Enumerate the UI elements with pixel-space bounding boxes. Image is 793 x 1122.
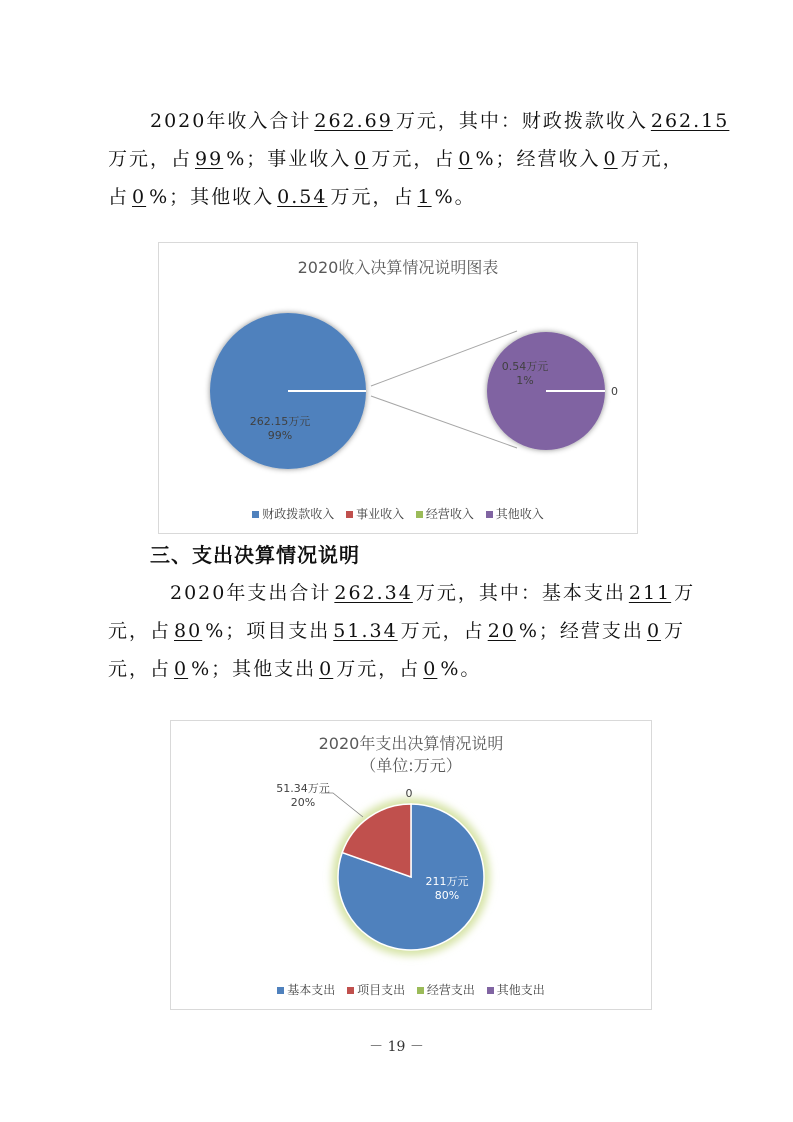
text-segment: %；其他支出 [191,658,317,680]
legend-item [417,981,475,998]
income-line-2 [108,144,684,171]
expense-chart-legend [171,981,651,998]
income-pie-svg [159,243,637,533]
legend-item [486,505,544,522]
data-label-zero: 0 [611,385,618,398]
operating-income-value: 0 [603,148,618,170]
data-label-project-amount: 51.34万元 [276,782,330,795]
expense-line-1 [170,578,695,605]
text-segment: %。 [434,186,476,208]
text-segment: %；经营支出 [518,620,644,642]
expense-chart-subtitle: （单位:万元） [360,756,462,775]
legend-item [252,505,334,522]
text-segment: %；事业收入 [226,148,352,170]
total-expense-value: 262.34 [334,582,413,604]
income-paragraph [108,106,730,216]
basic-percent: 80 [174,620,203,642]
expense-paragraph [108,578,698,688]
text-segment: 元，占 [108,658,172,680]
income-line-1 [150,106,732,133]
income-chart [158,242,638,534]
income-chart-title: 2020收入决算情况说明图表 [297,258,499,277]
text-segment: 万元，其中：财政拨款收入 [395,110,648,132]
legend-item [346,505,404,522]
operating-percent: 0 [132,186,147,208]
legend-swatch [252,511,259,518]
text-segment: 万 [664,620,686,642]
legend-swatch [347,987,354,994]
legend-label: 其他收入 [495,507,544,521]
legend-swatch [417,987,424,994]
other-percent: 0 [423,658,438,680]
project-percent: 20 [487,620,516,642]
text-segment: 占 [108,186,130,208]
data-label-other-percent: 1% [516,374,534,387]
data-label-basic-amount: 211万元 [425,875,469,888]
legend-label: 其他支出 [496,983,545,997]
text-segment: %；项目支出 [205,620,331,642]
text-segment: %。 [440,658,482,680]
legend-item [277,981,335,998]
legend-label: 基本支出 [287,983,336,997]
text-segment: 万元，其中：基本支出 [415,582,626,604]
text-segment: 万元，占 [108,148,193,170]
operating-percent: 0 [174,658,189,680]
legend-swatch [487,987,494,994]
text-segment: 万元，占 [400,620,485,642]
legend-label: 经营收入 [425,507,474,521]
other-expense-value: 0 [319,658,334,680]
total-income-value: 262.69 [314,110,393,132]
data-label-other-amount: 0.54万元 [501,360,549,373]
leader-line-project [321,793,363,817]
expense-line-2 [108,616,685,643]
income-chart-legend [159,505,637,522]
legend-item [347,981,405,998]
other-income-value: 0.54 [277,186,328,208]
text-segment: 万元，占 [330,186,415,208]
data-label-basic-percent: 80% [434,889,460,902]
fiscal-income-value: 262.15 [650,110,730,132]
legend-label: 事业收入 [356,507,405,521]
fiscal-percent: 99 [195,148,224,170]
legend-swatch [416,511,423,518]
expense-chart [170,720,652,1010]
section-heading: 三、支出决算情况说明 [150,543,360,567]
legend-label: 财政拨款收入 [262,507,335,521]
income-line-3 [108,182,476,209]
data-label-zero: 0 [405,787,413,800]
text-segment: 万元， [620,148,684,170]
legend-label: 经营支出 [426,983,475,997]
legend-label: 项目支出 [357,983,406,997]
project-expense-value: 51.34 [333,620,398,642]
text-segment: 2020年收入合计 [150,110,312,132]
text-segment: 2020年支出合计 [170,582,332,604]
text-segment: 万元，占 [371,148,456,170]
text-segment: 万 [674,582,696,604]
text-segment: %；其他收入 [149,186,275,208]
basic-expense-value: 211 [628,582,672,604]
legend-item [416,505,474,522]
other-percent: 1 [417,186,432,208]
data-label-fiscal-amount: 262.15万元 [249,415,311,428]
expense-pie-svg [171,721,651,1009]
data-label-fiscal-percent: 99% [267,429,293,442]
legend-swatch [486,511,493,518]
data-label-project-percent: 20% [290,796,316,809]
text-segment: %；经营收入 [475,148,601,170]
business-percent: 0 [458,148,473,170]
operating-expense-value: 0 [646,620,662,642]
text-segment: 万元，占 [336,658,421,680]
page-number: － 19 － [369,1039,424,1055]
legend-swatch [346,511,353,518]
expense-line-3 [108,654,481,681]
legend-swatch [277,987,284,994]
text-segment: 元，占 [108,620,172,642]
expense-chart-title: 2020年支出决算情况说明 [318,734,504,753]
business-income-value: 0 [354,148,369,170]
legend-item [487,981,545,998]
